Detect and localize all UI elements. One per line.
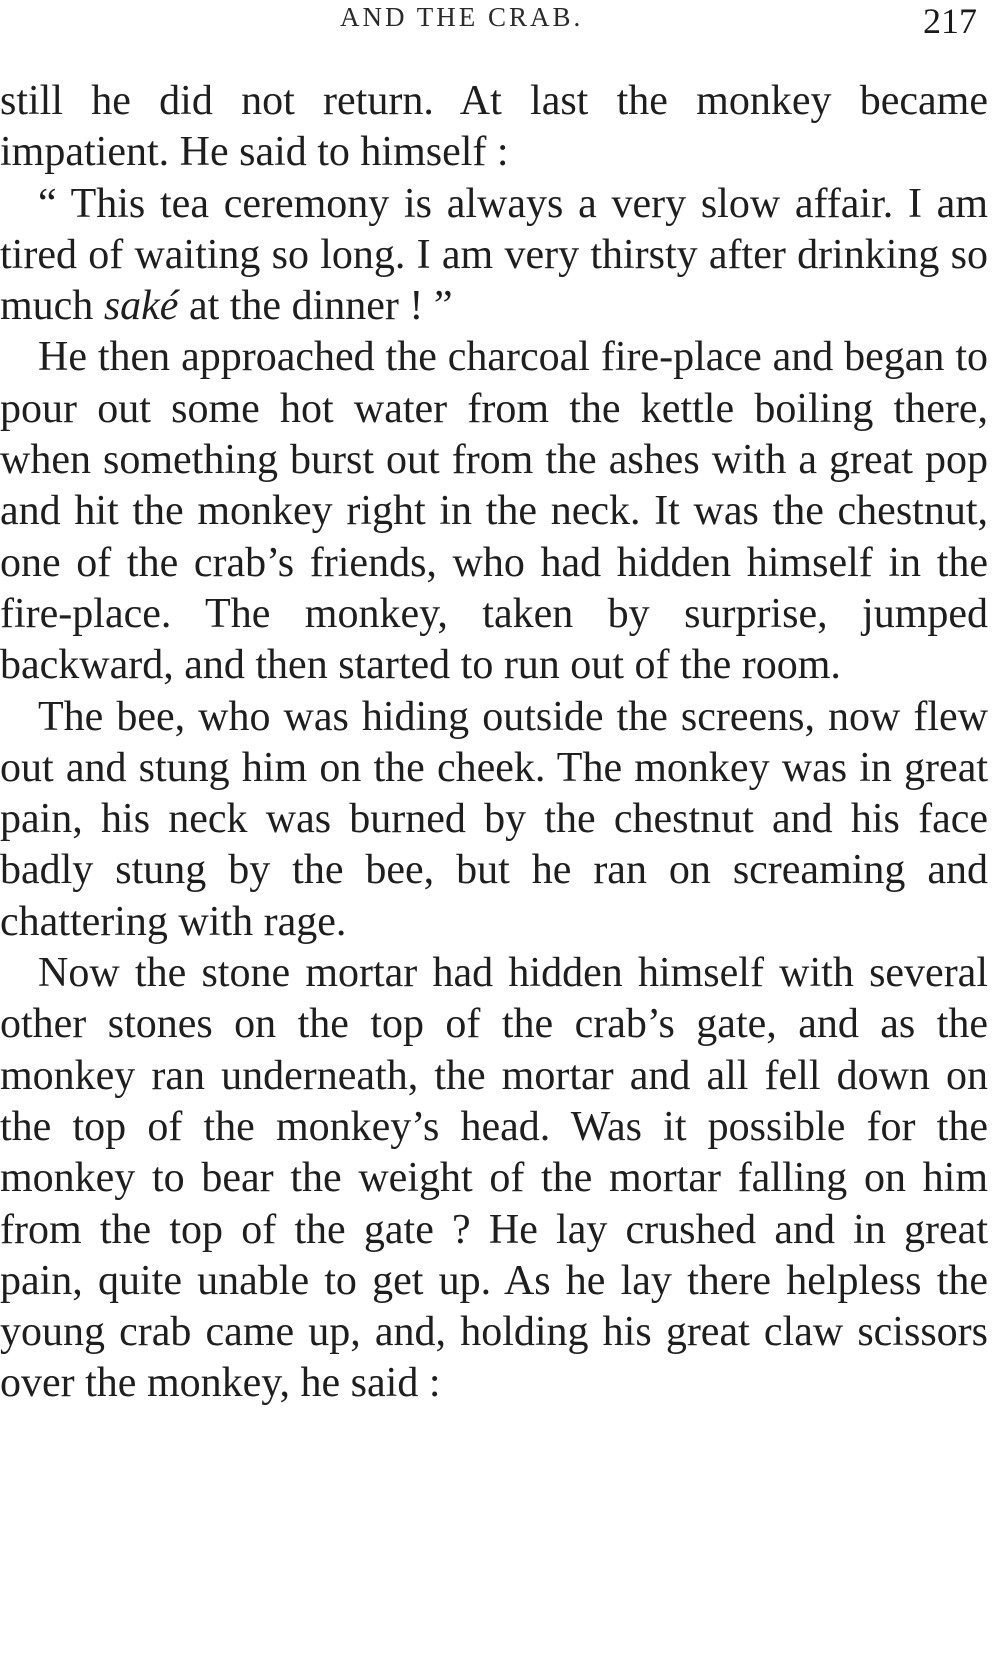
running-head: [0, 0, 997, 40]
paragraph-mortar: Now the stone mortar had hidden himself with several other stones on the top of the crab’s gate, and as the monkey ran underneath, the mortar and all fell down on the top of the monkey’s head. Was it possible for the monkey to bear the weight of the mortar falling on him from the top of the gate ? He lay crushed and in great pain, quite unable to get up. As he lay there helpless the young crab came up, and, holding his great claw scissors over the monkey, he said :: [0, 950, 988, 1407]
page-number: 217: [923, 1, 977, 41]
running-title: AND THE CRAB.: [340, 2, 584, 32]
speech-text-end: at the dinner ! ”: [178, 283, 453, 330]
italic-word-sake: saké: [103, 283, 179, 330]
body-text: [0, 76, 988, 1410]
paragraph-chestnut: He then approached the charcoal fire-place and began to pour out some hot water from the kettle boiling there, when something burst out from the ashes with a great pop and hit the monkey right in the neck. It was the chestnut, one of the crab’s friends, who had hidden himself in the fire-place. The monkey, taken by surprise, jumped backward, and then started to run out of the room.: [0, 334, 988, 689]
paragraph-bee: The bee, who was hiding outside the screens, now flew out and stung him on the cheek. The monkey was in great pain, his neck was burned by the chestnut and his face badly stung by the bee, but he ran on screaming and chattering with rage.: [0, 693, 988, 945]
speech-text: “ This tea ceremony is always a very slow affair. I am tired of waiting so long. I am very thirsty after drinking so much: [0, 180, 988, 330]
paragraph-continuation: still he did not return. At last the monkey became impatient. He said to himself :: [0, 78, 988, 176]
paragraph-monkey-speech: [0, 179, 988, 333]
